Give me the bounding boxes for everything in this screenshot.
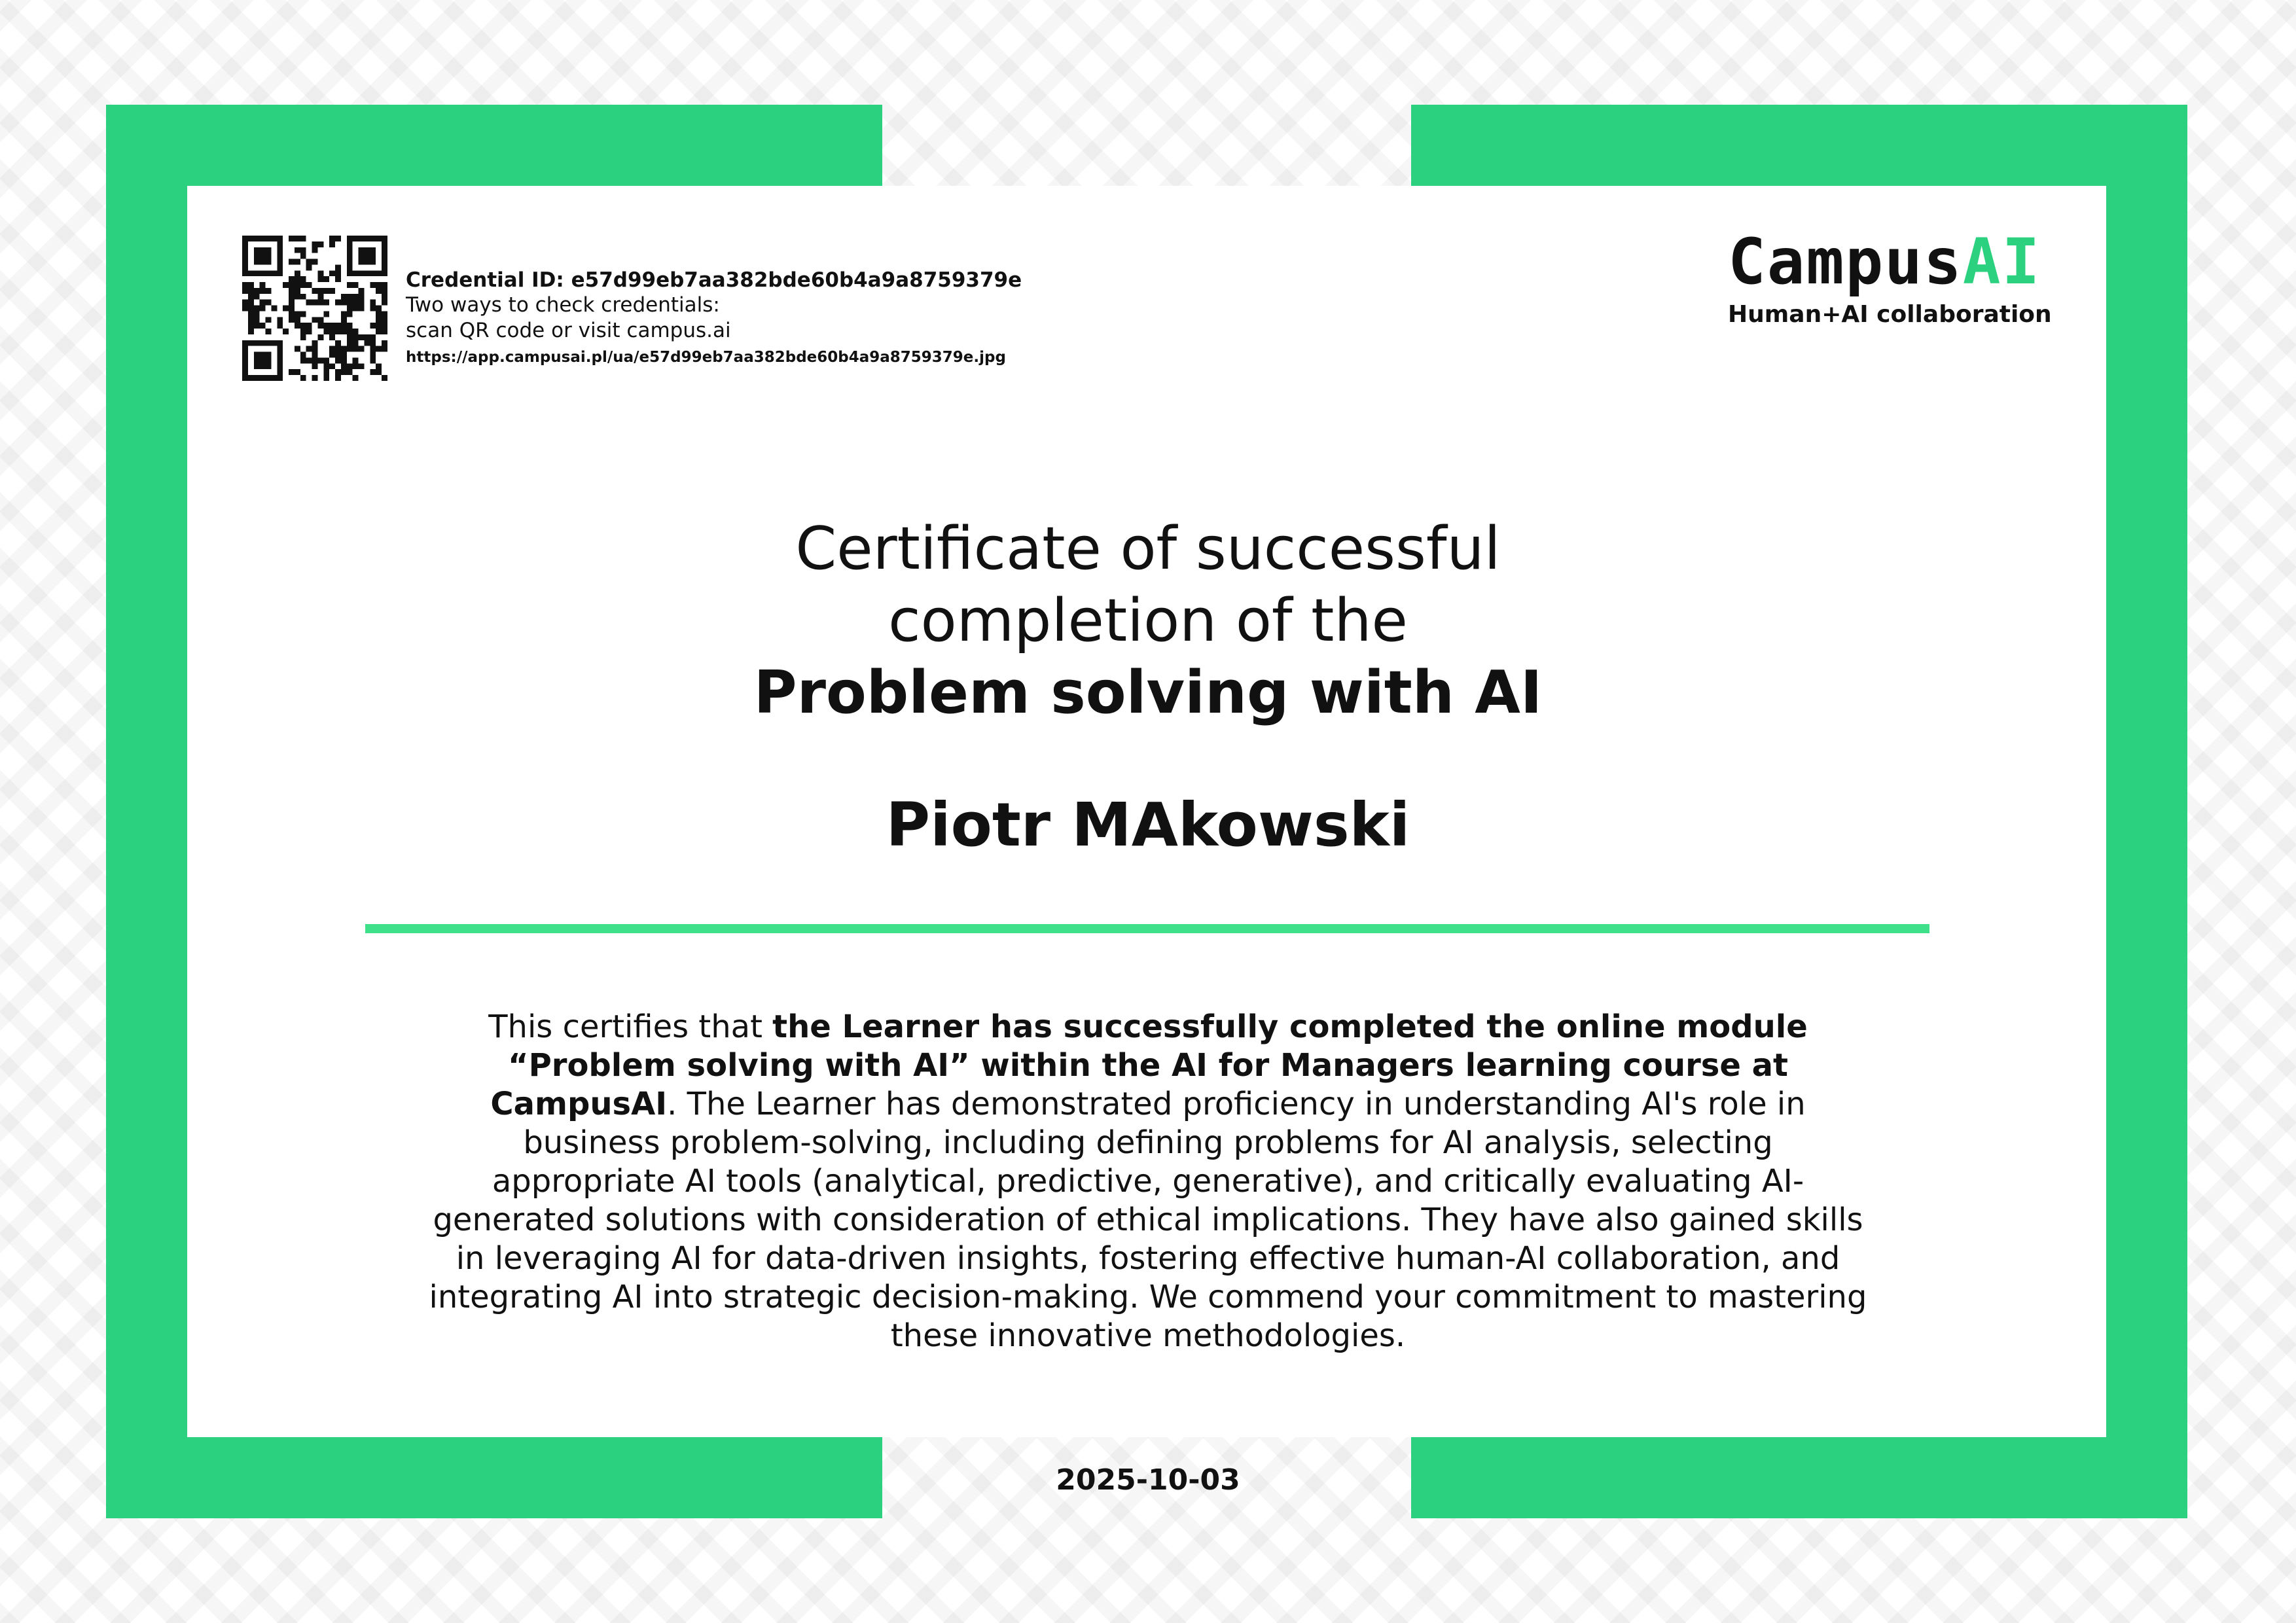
title-line-1: Certificate of successful bbox=[795, 514, 1501, 583]
logo-wordmark bbox=[1728, 225, 2042, 298]
credential-info bbox=[406, 268, 1086, 368]
frame-top-left bbox=[106, 105, 882, 186]
credential-check-method: scan QR code or visit campus.ai bbox=[406, 318, 731, 342]
credential-id-value: e57d99eb7aa382bde60b4a9a8759379e bbox=[571, 268, 1022, 292]
frame-top-right bbox=[1411, 105, 2187, 186]
logo-word-accent: AI bbox=[1962, 225, 2041, 298]
frame-right bbox=[2106, 105, 2187, 1518]
qr-code-icon bbox=[242, 236, 387, 381]
issue-date: 2025-10-03 bbox=[1056, 1463, 1240, 1497]
certificate-title bbox=[493, 513, 1803, 861]
learner-name: Piotr MAkowski bbox=[886, 790, 1410, 860]
campusai-logo bbox=[1728, 225, 2052, 328]
credential-check-text: Two ways to check credentials: bbox=[406, 293, 720, 317]
logo-word-main: Campus bbox=[1728, 225, 1963, 298]
description-lead: This certifies that bbox=[488, 1008, 773, 1045]
credential-id bbox=[406, 268, 1086, 293]
credential-url[interactable]: https://app.campusai.pl/ua/e57d99eb7aa382bde60b4a9a8759379e.jpg bbox=[406, 348, 1006, 366]
logo-tagline: Human+AI collaboration bbox=[1728, 301, 2052, 328]
frame-left bbox=[106, 105, 187, 1518]
description-bold: the Learner has successfully completed the online module “Problem solving with AI” within the AI for Managers learning course at CampusAI bbox=[490, 1008, 1808, 1122]
frame-bottom-right bbox=[1411, 1437, 2187, 1518]
divider-line bbox=[365, 924, 1929, 933]
credential-id-label: Credential ID: bbox=[406, 268, 564, 292]
certificate-description bbox=[428, 1008, 1868, 1355]
title-line-2: completion of the bbox=[888, 586, 1408, 655]
course-name: Problem solving with AI bbox=[753, 658, 1543, 727]
frame-bottom-left bbox=[106, 1437, 882, 1518]
description-rest: . The Learner has demonstrated proficiency in understanding AI's role in business problem-solving, including defining problems for AI analysis, selecting appropriate AI tools (analytical, predictive, generative), and critically evaluating AI-generated solutions with consideration of ethical implications. They have also gained skills in leveraging AI for data-driven insights, fostering effective human-AI collaboration, and integrating AI into strategic decision-making. We commend your commitment to mastering these innovative methodologies. bbox=[429, 1086, 1867, 1354]
